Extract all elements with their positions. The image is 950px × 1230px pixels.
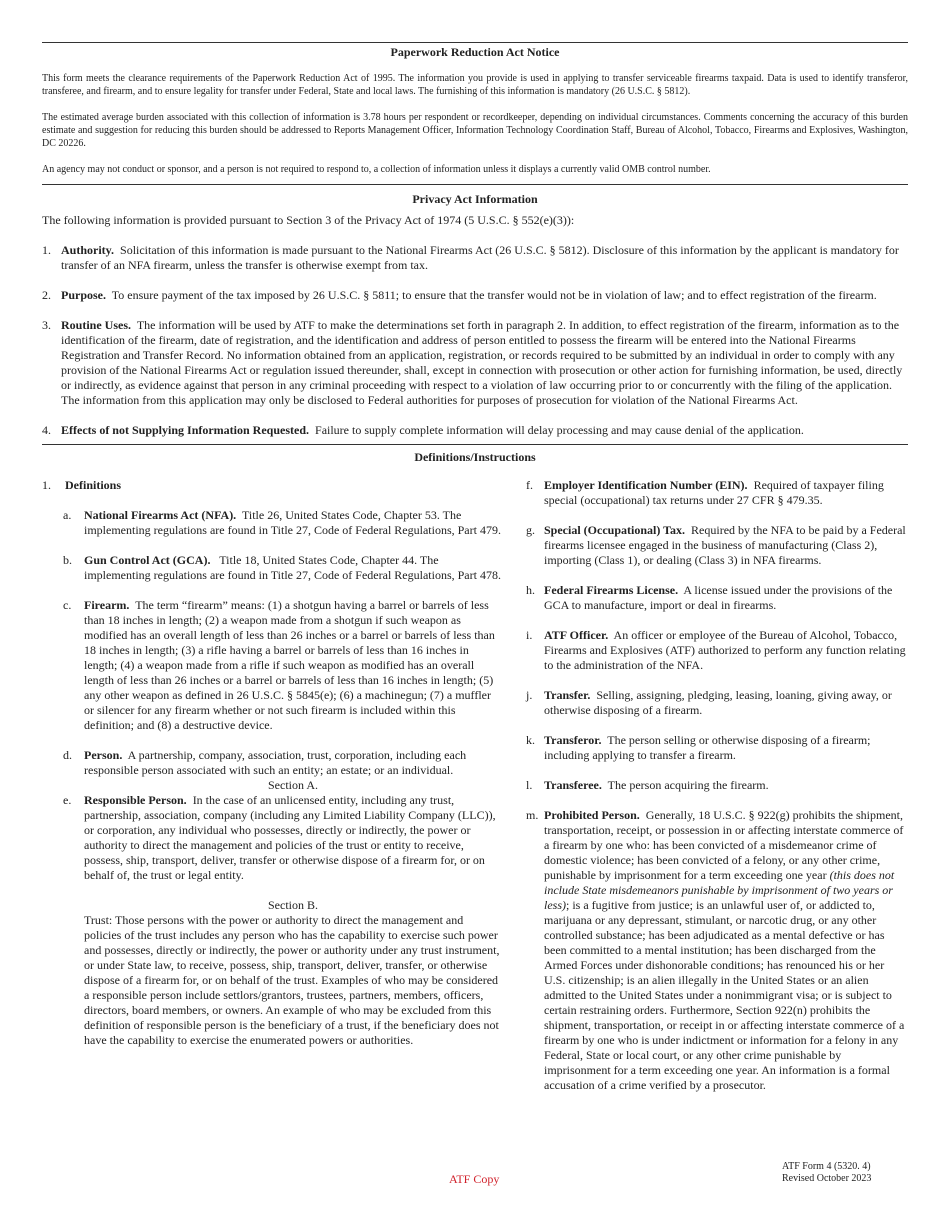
definitions-columns <box>42 478 908 1093</box>
revision-date: Revised October 2023 <box>782 1173 872 1184</box>
definition-term: Prohibited Person. <box>544 808 640 822</box>
definition-a-nfa <box>42 508 502 538</box>
definition-letter: a. <box>63 508 72 522</box>
definition-text: An officer or employee of the Bureau of Alcohol, Tobacco, Firearms and Explosives (ATF) authorized to perform any function relating to the administration of the NFA. <box>544 628 906 672</box>
definition-term: Employer Identification Number (EIN). <box>544 478 748 492</box>
privacy-list <box>42 243 908 438</box>
privacy-item-authority <box>42 243 908 273</box>
definition-term: Firearm. <box>84 598 130 612</box>
atf-copy-label: ATF Copy <box>449 1172 500 1186</box>
definition-d-person <box>42 748 502 778</box>
definition-term: Special (Occupational) Tax. <box>544 523 686 537</box>
definition-italic-note: (this does not include State misdemeanors punishable by imprisonment of two years or less) <box>544 868 895 912</box>
privacy-item-text: The information will be used by ATF to make the determinations set forth in paragraph 2. In addition, to effect registration of the firearm, information as to the identification of the firearm, date of registration, and the identification and address of person entitled to possess the firearm will be entered into the National Firearms Registration and Transfer Record. No information obtained from an application, registration, or records required to be submitted by an individual in order to comply with any provision of the National Firearms Act or regulation issued thereunder, shall, except in connection with prosecution or other action for furnishing information, be used, directly or indirectly, as evidence against that person in any criminal proceeding with respect to a violation of law occurring prior to or concurrently with the filing of the application. The information from this application may only be disclosed to Federal authorities for purposes of prosecution for violation of the National Firearms Act. <box>61 318 903 407</box>
definition-letter: i. <box>526 628 533 642</box>
definition-text: Title 18, United States Code, Chapter 44. The implementing regulations are found in Title 27, Code of Federal Regulations, Part 478. <box>84 553 501 582</box>
definition-text: A license issued under the provisions of the GCA to manufacture, import or deal in firearms. <box>544 583 893 612</box>
paperwork-paragraph-1: This form meets the clearance requirements of the Paperwork Reduction Act of 1995. The information you provide is used in applying to transfer serviceable firearms taxpaid. Data is used to identify transferor, transferee, and firearm, and to ensure legality for transfer under Federal, State and local laws. The furnishing of this information is mandatory (26 U.S.C. § 5812). <box>42 73 908 97</box>
definition-m-prohibited-person <box>502 808 908 1093</box>
definition-text: Generally, 18 U.S.C. § 922(g) prohibits the shipment, transportation, receipt, or possession in or affecting interstate commerce of a firearm by one who: has been convicted of a misdemeanor crime of domestic violence; has been convicted of a felony, or any other crime, punishable by imprisonment for a term exceeding one year <box>544 808 904 882</box>
definition-c-firearm <box>42 598 502 733</box>
definition-letter: j. <box>526 688 533 702</box>
privacy-item-heading: Routine Uses. <box>61 318 132 332</box>
definition-g-special-tax <box>502 523 908 568</box>
definition-term: National Firearms Act (NFA). <box>84 508 237 522</box>
definition-term: ATF Officer. <box>544 628 609 642</box>
definition-text: Required by the NFA to be paid by a Federal firearms licensee engaged in the business of manufacturing (Class 2), importing (Class 1), or dealing (Class 3) in NFA firearms. <box>544 523 906 567</box>
privacy-item-number: 3. <box>42 318 51 332</box>
privacy-intro: The following information is provided pursuant to Section 3 of the Privacy Act of 1974 (5 U.S.C. § 552(e)(3)): <box>42 213 575 227</box>
definitions-section-label: Definitions <box>65 478 122 492</box>
definition-b-gca <box>42 553 502 583</box>
privacy-item-text: Failure to supply complete information will delay processing and may cause denial of the application. <box>315 423 804 437</box>
definition-text: Selling, assigning, pledging, leasing, loaning, giving away, or otherwise disposing of a firearm. <box>544 688 892 717</box>
definitions-right-column <box>502 478 908 1093</box>
section-b-text: Trust: Those persons with the power or authority to direct the management and policies of the trust includes any person who has the capability to exercise such power and possesses, directly or indirectly, the power or authority under any trust instrument, or under State law, to receive, possess, ship, transport, deliver, transfer, or otherwise dispose of a firearm for, or on behalf of the trust. Examples of who may be considered a responsible person include settlors/grantors, trustees, partners, members, officers, directors, board members, or owners. An example of who may be excluded from this definition of responsible person is the beneficiary of a trust, if the beneficiary does not have the capability to exercise the enumerated powers or authorities. <box>84 913 500 1047</box>
definition-h-ffl <box>502 583 908 613</box>
top-rule <box>42 42 908 43</box>
definition-f-ein <box>502 478 908 508</box>
definition-term: Person. <box>84 748 123 762</box>
privacy-item-text: To ensure payment of the tax imposed by 26 U.S.C. § 5811; to ensure that the transfer would not be in violation of law; and to effect registration of the firearm. <box>111 288 877 302</box>
privacy-item-text: Solicitation of this information is made pursuant to the National Firearms Act (26 U.S.C. § 5812). Disclosure of this information by the applicant is mandatory for transfer of an NFA firearm, unless the transfer is otherwise exempt from tax. <box>61 243 899 272</box>
privacy-item-effects <box>42 423 908 438</box>
document-page <box>42 42 908 1093</box>
definition-text: Title 26, United States Code, Chapter 53. The implementing regulations are found in Title 27, Code of Federal Regulations, Part 479. <box>84 508 501 537</box>
definition-text: In the case of an unlicensed entity, including any trust, partnership, association, company (including any Limited Liability Company (LLC)), or corporation, any individual who possesses, directly or indirectly, the power or authority to direct the management and policies of the trust or entity to receive, possess, ship, transport, deliver, transfer or otherwise dispose of a firearm for, or on behalf of, the trust or legal entity. <box>84 793 496 882</box>
paperwork-paragraph-2: The estimated average burden associated with this collection of information is 3.78 hours per respondent or recordkeeper, depending on individual circumstances. Comments concerning the accuracy of this burden estimate and suggestion for reducing this burden should be addressed to Reports Management Officer, Information Technology Coordination Staff, Bureau of Alcohol, Tobacco, Firearms and Explosives, Washington, DC 20226. <box>42 112 908 149</box>
definition-j-transfer <box>502 688 908 718</box>
definition-letter: c. <box>63 598 72 612</box>
privacy-item-heading: Purpose. <box>61 288 106 302</box>
privacy-item-heading: Authority. <box>61 243 115 257</box>
definition-letter: d. <box>63 748 72 762</box>
definition-letter: k. <box>526 733 535 747</box>
definition-term: Transferor. <box>544 733 602 747</box>
privacy-rule <box>42 184 908 185</box>
definition-term: Federal Firearms License. <box>544 583 679 597</box>
definitions-left-column <box>42 478 502 1093</box>
definitions-rule <box>42 444 908 445</box>
section-a-label: Section A. <box>268 778 318 792</box>
definitions-title: Definitions/Instructions <box>414 450 536 464</box>
privacy-title: Privacy Act Information <box>412 192 538 206</box>
definitions-section-number: 1. <box>42 478 51 492</box>
definition-letter: b. <box>63 553 72 567</box>
definition-letter: h. <box>526 583 535 597</box>
definition-letter: m. <box>526 808 539 822</box>
privacy-item-number: 2. <box>42 288 51 302</box>
definition-text: A partnership, company, association, trust, corporation, including each responsible person associated with such an entity; an estate; or an individual. <box>84 748 467 777</box>
definition-i-atf-officer <box>502 628 908 673</box>
definition-text: The term “firearm” means: (1) a shotgun having a barrel or barrels of less than 18 inches in length; (2) a weapon made from a shotgun if such weapon as modified has an overall length of less than 26 inches or a barrel or barrels of less than 18 inches in length; (3) a rifle having a barrel or barrels of less than 16 inches in length; (4) a weapon made from a rifle if such weapon as modified has an overall length of less than 26 inches or a barrel or barrels of less than 16 inches in length; (5) any other weapon as defined in 26 U.S.C. § 5845(e); (6) a machinegun; (7) a muffler or silencer for any firearm whether or not such firearm is included within this definition; and (8) a destructive device. <box>84 598 495 732</box>
privacy-item-heading: Effects of not Supplying Information Requested. <box>61 423 310 437</box>
section-b-label: Section B. <box>268 898 318 912</box>
definition-letter: f. <box>526 478 533 492</box>
definition-term: Gun Control Act (GCA). <box>84 553 211 567</box>
privacy-item-number: 4. <box>42 423 51 437</box>
definition-letter: l. <box>526 778 533 792</box>
definition-k-transferor <box>502 733 908 763</box>
form-number-label: ATF Form 4 (5320. 4) <box>782 1161 871 1172</box>
definitions-section-heading <box>42 478 502 493</box>
definition-e-responsible-person <box>42 793 502 883</box>
definition-letter: e. <box>63 793 72 807</box>
definition-text: The person acquiring the firearm. <box>607 778 769 792</box>
definition-text: The person selling or otherwise disposing of a firearm; including applying to transfer a firearm. <box>544 733 871 762</box>
definition-letter: g. <box>526 523 535 537</box>
privacy-item-purpose <box>42 288 908 303</box>
definition-l-transferee <box>502 778 908 793</box>
definition-term: Transfer. <box>544 688 591 702</box>
definition-term: Transferee. <box>544 778 602 792</box>
privacy-item-number: 1. <box>42 243 51 257</box>
paperwork-title: Paperwork Reduction Act Notice <box>390 45 560 59</box>
form-number <box>782 1161 871 1185</box>
privacy-item-routine-uses <box>42 318 908 408</box>
definition-term: Responsible Person. <box>84 793 187 807</box>
definition-text-continued: ; is a fugitive from justice; is an unlawful user of, or addicted to, marijuana or any depressant, stimulant, or narcotic drug, or any other controlled substance; has been adjudicated as a mental defective or has been committed to a mental institution; has been discharged from the Armed Forces under dishonorable conditions; has renounced his or her U.S. citizenship; is an alien illegally in the United States or an alien admitted to the United States under a nonimmigrant visa; or is subject to certain restraining orders. Furthermore, Section 922(n) prohibits the shipment, transportation, or receipt in or affecting interstate commerce of a firearm by one who is under indictment or information for a felony in any Federal, State or local court, or any other crime punishable by imprisonment for a term exceeding one year. An information is a formal accusation of a crime verified by a prosecutor. <box>544 898 905 1092</box>
definition-text: Required of taxpayer filing special (occupational) tax returns under 27 CFR § 479.35. <box>544 478 884 507</box>
paperwork-paragraph-3: An agency may not conduct or sponsor, and a person is not required to respond to, a collection of information unless it displays a currently valid OMB control number. <box>42 164 711 175</box>
